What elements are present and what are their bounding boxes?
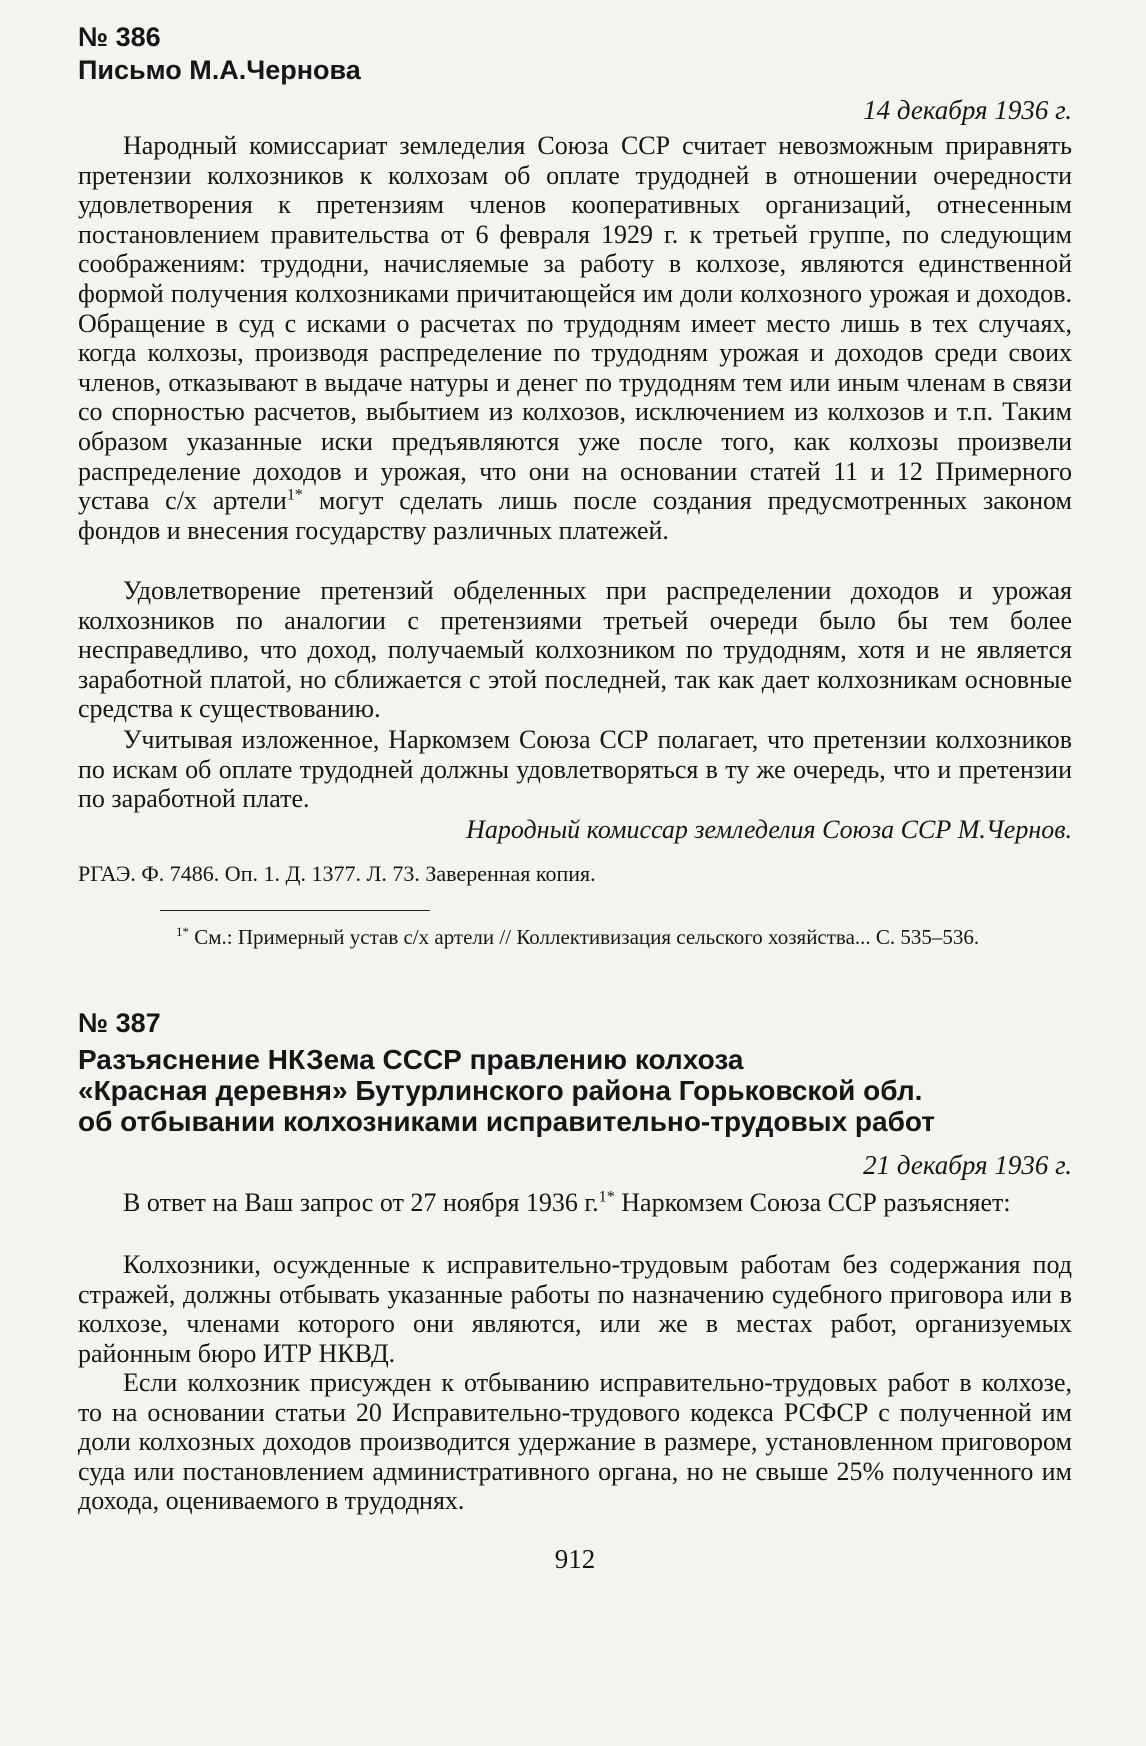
signature-386: Народный комиссар земледелия Союза ССР М.Чернов. [466, 815, 1072, 844]
document-title-387-line-1: Разъяснение НКЗема СССР правлению колхоза [78, 1044, 744, 1075]
footnote-reference-386: 1* [286, 486, 303, 504]
paragraph-386-1 [78, 131, 1072, 545]
paragraph-386-1-text-b: могут сделать лишь после создания предусмотренных законом фондов и внесения государству различных платежей. [78, 486, 1072, 545]
document-title-387-line-2: «Красная деревня» Бутурлинского района Горьковской обл. [78, 1075, 923, 1106]
document-date-387: 21 декабря 1936 г. [863, 1150, 1072, 1180]
page-number: 912 [554, 1544, 596, 1574]
document-page [78, 0, 1072, 1746]
paragraph-386-1-text-a: Народный комиссариат земледелия Союза ССР считает невозможным приравнять претензии колхозников к колхозам об оплате трудодней в отношении очередности удовлетворения к претензиям членов кооперативных организаций, отнесенным постановлением правительства от 6 февраля 1929 г. к третьей группе, по следующим соображениям: трудодни, начисляемые за работу в колхозе, являются единственной формой получения колхозниками причитающейся им доли колхозного урожая и доходов. Обращение в суд с исками о расчетах по трудодням имеет место лишь в тех случаях, когда колхозы, производя распределение по трудодням урожая и доходов среди своих членов, отказывают в выдаче натуры и денег по трудодням тем или иным членам в связи со спорностью расчетов, выбытием из колхозов, исключением из колхозов и т.п. Таким образом указанные иски предъявляются уже после того, как колхозы произвели распределение доходов и урожая, что они на основании статей 11 и 12 Примерного устава с/х артели [78, 131, 1072, 516]
paragraph-387-2: Колхозники, осужденные к исправительно-трудовым работам без содержания под стражей, должны отбывать указанные работы по назначению судебного приговора или в колхозе, членами которого они являются, или же в местах работ, организуемых районным бюро ИТР НКВД. [78, 1250, 1072, 1368]
document-title-387-line-3: об отбывании колхозниками исправительно-трудовых работ [78, 1106, 936, 1137]
paragraph-386-2: Удовлетворение претензий обделенных при распределении доходов и урожая колхозников по аналогии с претензиями третьей очереди было бы тем более несправедливо, что доход, получаемый колхозником по трудодням, хотя и не является заработной платой, но сближается с этой последней, так как дает колхозникам основные средства к существованию. [78, 576, 1072, 724]
archive-reference-386: РГАЭ. Ф. 7486. Оп. 1. Д. 1377. Л. 73. Заверенная копия. [78, 861, 596, 886]
document-number-387: № 387 [78, 1008, 161, 1038]
footnote-mark-386: 1* [176, 924, 190, 939]
paragraph-387-1-text-b: Наркомзем Союза ССР разъясняет: [614, 1188, 1011, 1217]
document-title-387 [78, 1044, 1072, 1137]
document-number-386: № 386 [78, 22, 161, 52]
document-title-386: Письмо М.А.Чернова [78, 55, 361, 85]
paragraph-386-3: Учитывая изложенное, Наркомзем Союза ССР полагает, что претензии колхозников по искам об оплате трудодней должны удовлетворяться в ту же очередь, что и претензии по заработной плате. [78, 725, 1072, 814]
paragraph-387-1-text-a: В ответ на Ваш запрос от 27 ноября 1936 г. [123, 1188, 599, 1217]
footnote-386 [160, 923, 1070, 951]
paragraph-387-1 [78, 1188, 1072, 1218]
paragraph-387-3: Если колхозник присужден к отбыванию исправительно-трудовых работ в колхозе, то на основании статьи 20 Исправительно-трудового кодекса РСФСР с полученной им доли колхозных доходов производится удержание в размере, установленном приговором суда или постановлением административного органа, но не свыше 25% полученного им дохода, оцениваемого в трудоднях. [78, 1368, 1072, 1516]
footnote-text-386: См.: Примерный устав с/х артели // Коллективизация сельского хозяйства... С. 535–536. [189, 925, 980, 949]
footnote-divider [160, 910, 430, 911]
footnote-reference-387: 1* [598, 1188, 615, 1206]
document-date-386: 14 декабря 1936 г. [863, 95, 1072, 125]
